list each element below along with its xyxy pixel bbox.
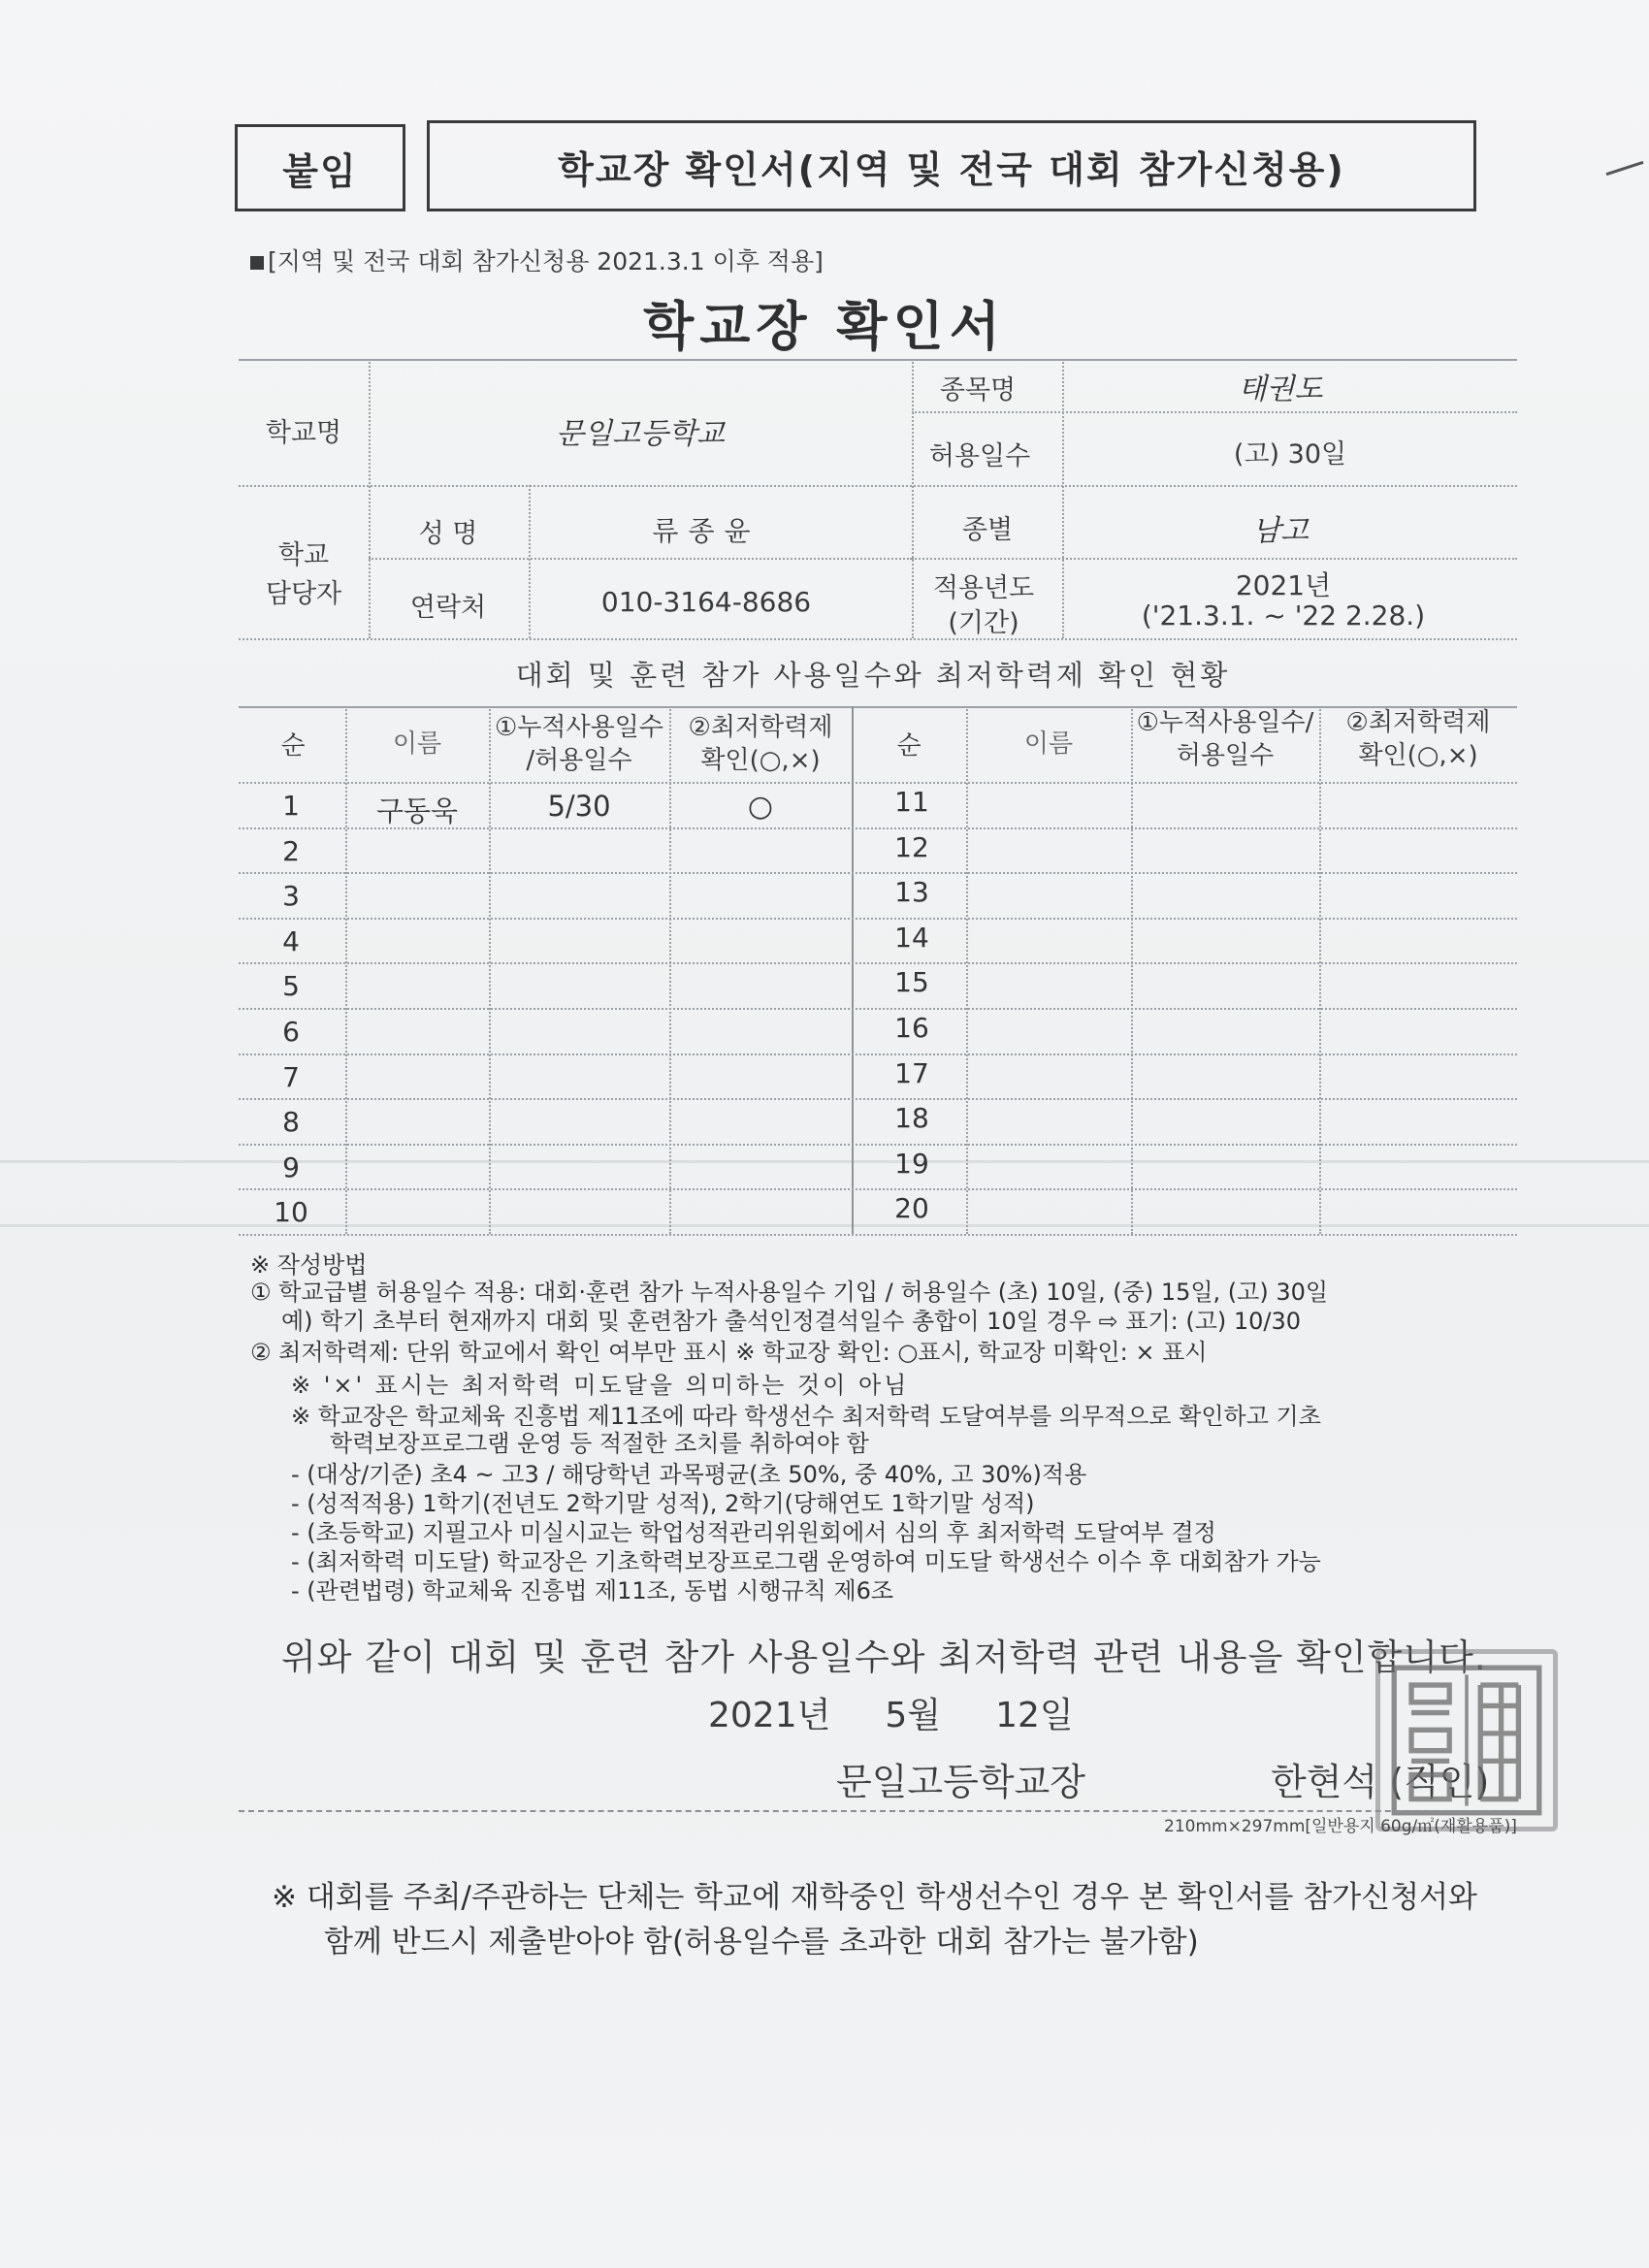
manager-name-label: 성 명: [418, 519, 478, 549]
right-row-no: 12: [894, 831, 929, 863]
col-header-academic-line-2: 확인(○,×): [700, 746, 821, 775]
col-header-no-left: 순: [280, 731, 306, 761]
status-row-line: [239, 1008, 1517, 1010]
right-row-no: 14: [894, 922, 929, 954]
method-title: ※ 작성방법: [250, 1251, 368, 1279]
left-row-no: 3: [282, 880, 300, 912]
left-row-no: 5: [282, 970, 300, 1002]
col-header-academic-line-1: ②최저학력제: [688, 713, 833, 742]
col-header-academic-line-1: ②최저학력제: [1345, 708, 1491, 737]
date-day: 12일: [995, 1696, 1074, 1735]
right-row-no: 19: [894, 1148, 929, 1180]
col-header-days-line-1: ①누적사용일수: [494, 713, 664, 742]
status-col-line: [489, 706, 491, 1234]
info-row-line: [239, 638, 1517, 640]
document-title: 학교장 확인서: [643, 296, 1006, 357]
left-row-academic: ○: [747, 790, 774, 824]
apply-period-value: ('21.3.1. ~ '22 2.28.): [1141, 599, 1426, 632]
status-row-line: [239, 1144, 1517, 1146]
method-line-9: - (초등학교) 지필고사 미실시교는 학업성적관리위원회에서 심의 후 최저학력 도달여부 결정: [291, 1519, 1216, 1546]
status-col-line: [966, 706, 968, 1234]
left-row-no: 6: [282, 1016, 300, 1048]
method-line-7: - (대상/기준) 초4 ~ 고3 / 해당학년 과목평균(초 50%, 중 40%, 고 30%)적용: [291, 1461, 1087, 1488]
left-row-name: 구동욱: [375, 794, 459, 827]
info-col-line: [912, 359, 914, 638]
status-row-line: [239, 872, 1517, 874]
paper-fold: [0, 1160, 1649, 1163]
col-header-academic-line-2: 확인(○,×): [1358, 741, 1478, 770]
right-row-no: 11: [894, 786, 929, 818]
pen-mark: [1606, 161, 1644, 176]
col-header-days-line-2: 허용일수: [1176, 741, 1275, 770]
col-header-name-right: 이름: [1023, 729, 1074, 759]
official-seal: [1375, 1649, 1558, 1831]
right-row-no: 20: [894, 1192, 929, 1224]
apply-year-label-1: 적용년도: [932, 573, 1035, 603]
contact-label: 연락처: [409, 593, 487, 623]
status-row-line: [239, 1234, 1517, 1236]
right-row-no: 17: [894, 1057, 929, 1089]
status-row-line: [239, 918, 1517, 920]
col-header-days-right: [1137, 706, 1314, 772]
left-row-no: 9: [282, 1151, 300, 1183]
square-bullet-icon: [250, 256, 264, 270]
info-row-line: [912, 558, 1517, 560]
sport-value: 태권도: [1238, 373, 1323, 406]
col-header-days-left: [495, 711, 663, 777]
status-col-line: [1131, 706, 1133, 1234]
right-row-no: 18: [894, 1102, 929, 1134]
status-row-line: [239, 962, 1517, 964]
info-col-line: [529, 485, 531, 638]
principal-name: 한현석 (직인): [1271, 1761, 1490, 1803]
info-row-line: [239, 485, 1517, 487]
school-name-value: 문일고등학교: [556, 417, 725, 451]
method-line-6: 학력보장프로그램 운영 등 적절한 조치를 취하여야 함: [330, 1430, 869, 1457]
status-table-caption: 대회 및 훈련 참가 사용일수와 최저학력제 확인 현황: [515, 659, 1231, 692]
status-col-line: [345, 706, 347, 1234]
footnote-line-2: 함께 반드시 제출받아야 함(허용일수를 초과한 대회 참가는 불가함): [324, 1925, 1199, 1960]
header-title: 학교장 확인서(지역 및 전국 대회 참가신청용): [427, 120, 1476, 211]
status-row-line: [239, 1188, 1517, 1190]
date-year: 2021년: [708, 1696, 831, 1735]
method-line-8: - (성적적용) 1학기(전년도 2학기말 성적), 2학기(당해연도 1학기말 성적): [291, 1490, 1035, 1517]
method-line-2: 예) 학기 초부터 현재까지 대회 및 훈련참가 출석인정결석일수 총합이 10일 경우 ⇨ 표기: (고) 10/30: [281, 1308, 1302, 1335]
info-row-line: [912, 411, 1517, 413]
manager-name-value: 류종윤: [652, 515, 760, 547]
left-row-no: 7: [282, 1061, 300, 1093]
seal-graphic: [1380, 1654, 1553, 1827]
info-table-top-border: [239, 359, 1517, 361]
date-month: 5월: [885, 1696, 942, 1735]
sport-label: 종목명: [939, 375, 1017, 405]
left-row-no: 4: [282, 925, 300, 957]
apply-year-value: 2021년: [1235, 569, 1332, 601]
paper-spec: 210mm×297mm[일반용지 60g/㎡(재활용품)]: [1164, 1817, 1517, 1836]
col-header-days-line-1: ①누적사용일수/: [1136, 708, 1314, 737]
right-row-no: 13: [894, 876, 929, 908]
col-header-academic-left: [689, 711, 833, 777]
method-line-4: ※ '×' 표시는 최저학력 미도달을 의미하는 것이 아님: [291, 1372, 910, 1399]
status-middle-divider: [852, 706, 854, 1234]
method-line-5: ※ 학교장은 학교체육 진흥법 제11조에 따라 학생선수 최저학력 도달여부를 의무적으로 확인하고 기초: [291, 1403, 1321, 1430]
confirmation-statement: 위와 같이 대회 및 훈련 참가 사용일수와 최저학력 관련 내용을 확인합니다.: [281, 1636, 1487, 1678]
method-line-11: - (관련법령) 학교체육 진흥법 제11조, 동법 시행규칙 제6조: [291, 1577, 894, 1604]
left-row-no: 10: [274, 1196, 308, 1228]
allowed-days-value: (고) 30일: [1233, 439, 1347, 470]
gender-type-value: 남고: [1252, 514, 1309, 548]
attachment-label: 붙임: [235, 124, 405, 211]
left-row-no: 2: [282, 835, 300, 867]
paper-fold: [0, 1224, 1649, 1227]
apply-year-label-2: (기간): [948, 608, 1019, 638]
left-row-no: 8: [282, 1106, 300, 1138]
col-header-days-line-2: /허용일수: [526, 746, 632, 775]
col-header-academic-right: [1346, 706, 1491, 772]
status-col-line: [669, 706, 671, 1234]
contact-value: 010-3164-8686: [600, 586, 812, 618]
principal-title: 문일고등학교장: [836, 1761, 1085, 1803]
left-row-days: 5/30: [547, 790, 611, 823]
status-table-top-border: [239, 706, 1517, 708]
gender-type-label: 종별: [961, 515, 1014, 545]
school-manager-label-2: 담당자: [265, 579, 342, 609]
method-line-1: ① 학교급별 허용일수 적용: 대회·훈련 참가 누적사용일수 기입 / 허용일수 (초) 10일, (중) 15일, (고) 30일: [250, 1279, 1329, 1306]
status-row-line: [239, 1098, 1517, 1100]
method-line-3: ② 최저학력제: 단위 학교에서 확인 여부만 표시 ※ 학교장 확인: ○표시, 학교장 미확인: × 표시: [250, 1339, 1208, 1366]
school-manager-label-1: 학교: [277, 540, 330, 570]
status-col-line: [1319, 706, 1321, 1234]
left-row-no: 1: [282, 790, 300, 822]
status-header-line: [239, 782, 1517, 784]
info-row-line: [369, 558, 912, 560]
school-name-label: 학교명: [265, 418, 342, 448]
method-line-10: - (최저학력 미도달) 학교장은 기초학력보장프로그램 운영하여 미도달 학생선수 이수 후 대회참가 가능: [291, 1548, 1321, 1575]
right-row-no: 16: [894, 1012, 929, 1044]
signature-date: [708, 1688, 1074, 1737]
right-row-no: 15: [894, 966, 929, 998]
footnote-line-1: ※ 대회를 주최/주관하는 단체는 학교에 재학중인 학생선수인 경우 본 확인서를 참가신청서와: [272, 1880, 1477, 1915]
info-col-line: [369, 359, 371, 638]
allowed-days-label: 허용일수: [928, 441, 1031, 471]
col-header-name-left: 이름: [392, 729, 442, 759]
applicability-note: [250, 243, 824, 277]
info-col-line: [1062, 359, 1064, 638]
status-row-line: [239, 1053, 1517, 1055]
col-header-no-right: 순: [896, 731, 922, 761]
applicability-note-text: [지역 및 전국 대회 참가신청용 2021.3.1 이후 적용]: [268, 247, 824, 275]
